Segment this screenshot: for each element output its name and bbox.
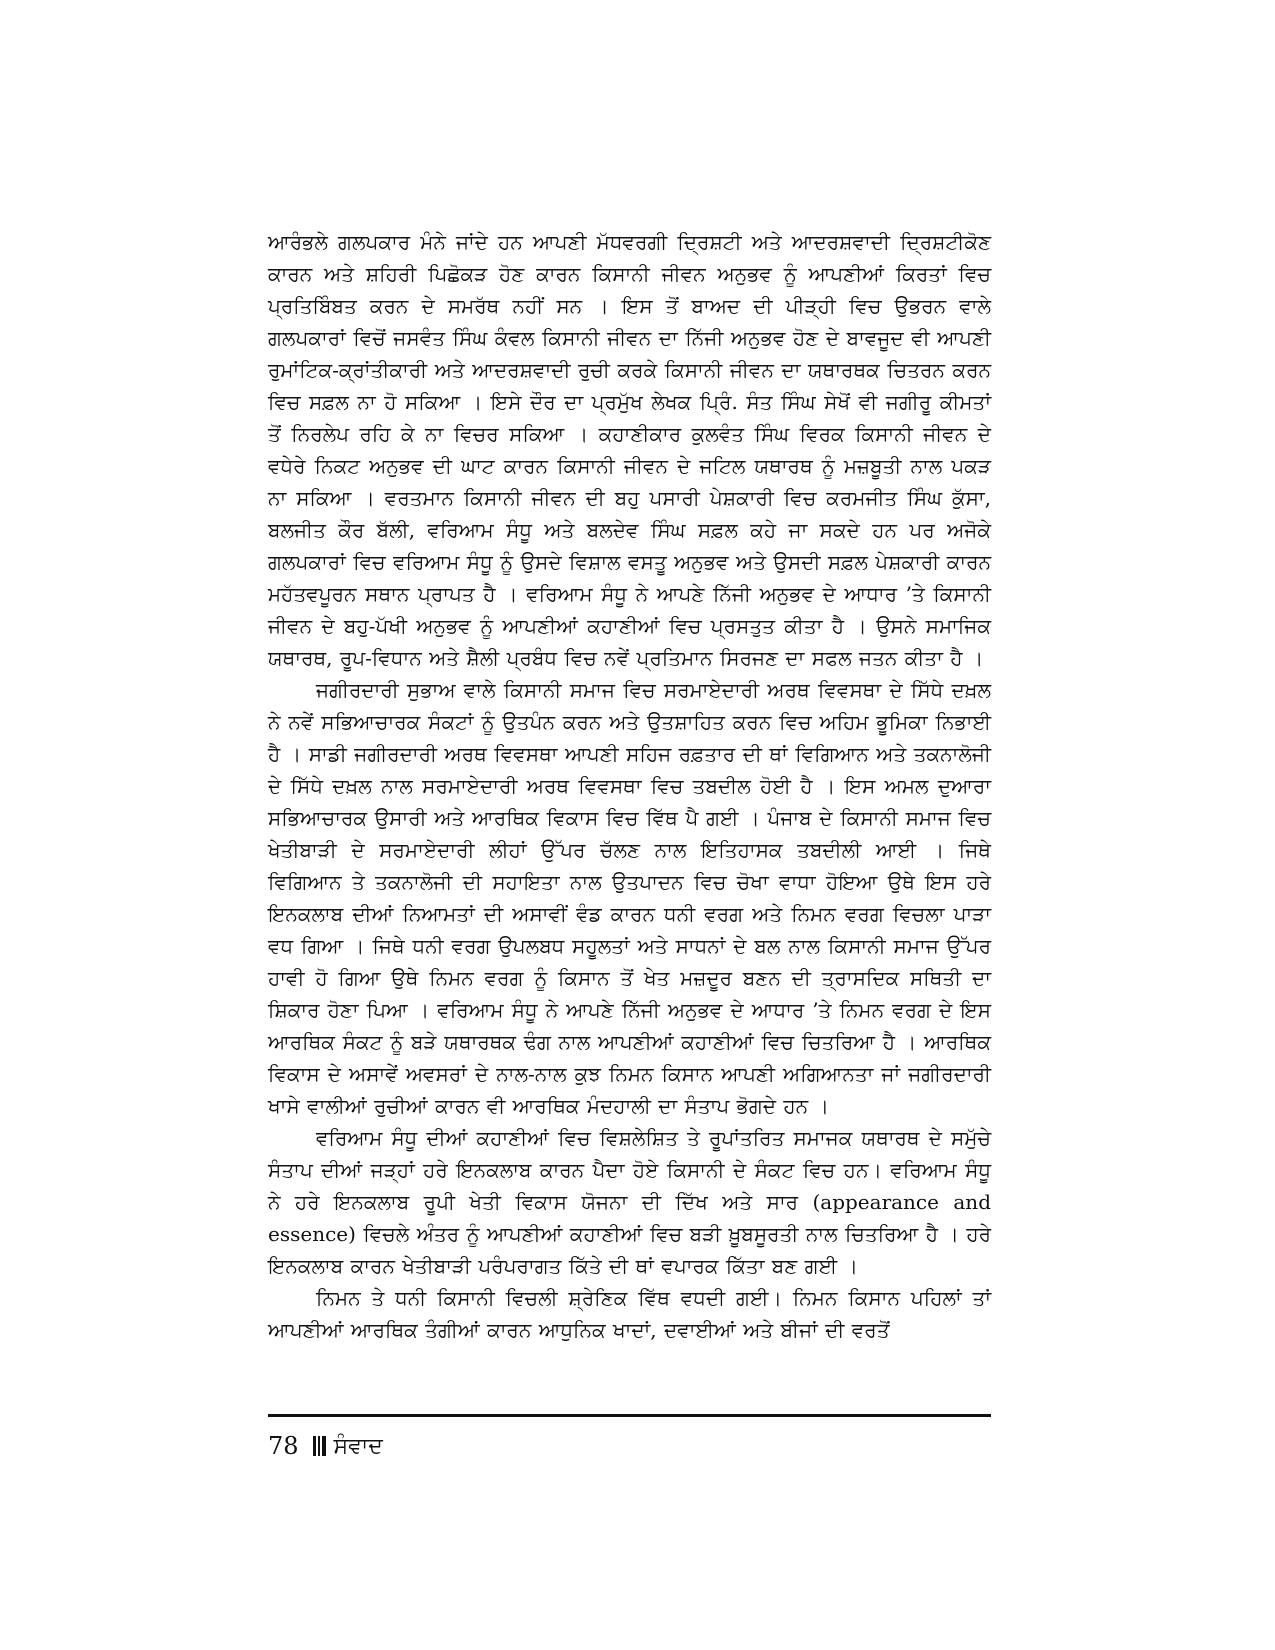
paragraph-2: ਜਗੀਰਦਾਰੀ ਸੁਭਾਅ ਵਾਲੇ ਕਿਸਾਨੀ ਸਮਾਜ ਵਿਚ ਸਰਮਾਏਦਾਰੀ ਅਰਥ ਵਿਵਸਥਾ ਦੇ ਸਿੱਧੇ ਦਖ਼ਲ ਨੇ ਨਵੇਂ ਸਭਿਆਚਾਰਕ ਸੰਕਟਾਂ ਨੂੰ ਉਤਪੰਨ ਕਰਨ ਅਤੇ ਉਤਸ਼ਾਹਿਤ ਕਰਨ ਵਿਚ ਅਹਿਮ ਭੂਮਿਕਾ ਨਿਭਾਈ ਹੈ । ਸਾਡੀ ਜਗੀਰਦਾਰੀ ਅਰਥ ਵਿਵਸਥਾ ਆਪਣੀ ਸਹਿਜ ਰਫ਼ਤਾਰ ਦੀ ਥਾਂ ਵਿਗਿਆਨ ਅਤੇ ਤਕਨਾਲੋਜੀ ਦੇ ਸਿੱਧੇ ਦਖ਼ਲ ਨਾਲ ਸਰਮਾਏਦਾਰੀ ਅਰਥ ਵਿਵਸਥਾ ਵਿਚ ਤਬਦੀਲ ਹੋਈ ਹੈ । ਇਸ ਅਮਲ ਦੁਆਰਾ ਸਭਿਆਚਾਰਕ ਉਸਾਰੀ ਅਤੇ ਆਰਥਿਕ ਵਿਕਾਸ ਵਿਚ ਵਿੱਥ ਪੈ ਗਈ । ਪੰਜਾਬ ਦੇ ਕਿਸਾਨੀ ਸਮਾਜ ਵਿਚ ਖੇਤੀਬਾੜੀ ਦੇ ਸਰਮਾਏਦਾਰੀ ਲੀਹਾਂ ਉੱਪਰ ਚੱਲਣ ਨਾਲ ਇਤਿਹਾਸਕ ਤਬਦੀਲੀ ਆਈ । ਜਿਥੇ ਵਿਗਿਆਨ ਤੇ ਤਕਨਾਲੋਜੀ ਦੀ ਸਹਾਇਤਾ ਨਾਲ ਉਤਪਾਦਨ ਵਿਚ ਚੋਖਾ ਵਾਧਾ ਹੋਇਆ ਉਥੇ ਇਸ ਹਰੇ ਇਨਕਲਾਬ ਦੀਆਂ ਨਿਆਮਤਾਂ ਦੀ ਅਸਾਵੀਂ ਵੰਡ ਕਾਰਨ ਧਨੀ ਵਰਗ ਅਤੇ ਨਿਮਨ ਵਰਗ ਵਿਚਲਾ ਪਾੜਾ ਵਧ ਗਿਆ । ਜਿਥੇ ਧਨੀ ਵਰਗ ਉਪਲਬਧ ਸਹੂਲਤਾਂ ਅਤੇ ਸਾਧਨਾਂ ਦੇ ਬਲ ਨਾਲ ਕਿਸਾਨੀ ਸਮਾਜ ਉੱਪਰ ਹਾਵੀ ਹੋ ਗਿਆ ਉਥੇ ਨਿਮਨ ਵਰਗ ਨੂੰ ਕਿਸਾਨ ਤੋਂ ਖੇਤ ਮਜ਼ਦੂਰ ਬਣਨ ਦੀ ਤ੍ਰਾਸਦਿਕ ਸਥਿਤੀ ਦਾ ਸ਼ਿਕਾਰ ਹੋਣਾ ਪਿਆ । ਵਰਿਆਮ ਸੰਧੂ ਨੇ ਆਪਣੇ ਨਿੱਜੀ ਅਨੁਭਵ ਦੇ ਆਧਾਰ ’ਤੇ ਨਿਮਨ ਵਰਗ ਦੇ ਇਸ ਆਰਥਿਕ ਸੰਕਟ ਨੂੰ ਬੜੇ ਯਥਾਰਥਕ ਢੰਗ ਨਾਲ ਆਪਣੀਆਂ ਕਹਾਣੀਆਂ ਵਿਚ ਚਿਤਰਿਆ ਹੈ । ਆਰਥਿਕ ਵਿਕਾਸ ਦੇ ਅਸਾਵੇਂ ਅਵਸਰਾਂ ਦੇ ਨਾਲ-ਨਾਲ ਕੁਝ ਨਿਮਨ ਕਿਸਾਨ ਆਪਣੀ ਅਗਿਆਨਤਾ ਜਾਂ ਜਗੀਰਦਾਰੀ ਖਾਸੇ ਵਾਲੀਆਂ ਰੁਚੀਆਂ ਕਾਰਨ ਵੀ ਆਰਥਿਕ ਮੰਦਹਾਲੀ ਦਾ ਸੰਤਾਪ ਭੋਗਦੇ ਹਨ । bbox=[268, 678, 991, 1118]
footer-divider bbox=[268, 1414, 991, 1417]
page-number: 78 bbox=[268, 1432, 299, 1460]
paragraph-3: ਵਰਿਆਮ ਸੰਧੂ ਦੀਆਂ ਕਹਾਣੀਆਂ ਵਿਚ ਵਿਸ਼ਲੇਸ਼ਿਤ ਤੇ ਰੂਪਾਂਤਰਿਤ ਸਮਾਜਕ ਯਥਾਰਥ ਦੇ ਸਮੁੱਚੇ ਸੰਤਾਪ ਦੀਆਂ ਜੜ੍ਹਾਂ ਹਰੇ ਇਨਕਲਾਬ ਕਾਰਨ ਪੈਦਾ ਹੋਏ ਕਿਸਾਨੀ ਦੇ ਸੰਕਟ ਵਿਚ ਹਨ। ਵਰਿਆਮ ਸੰਧੂ ਨੇ ਹਰੇ ਇਨਕਲਾਬ ਰੂਪੀ ਖੇਤੀ ਵਿਕਾਸ ਯੋਜਨਾ ਦੀ ਦਿੱਖ ਅਤੇ ਸਾਰ (appearance and essence) ਵਿਚਲੇ ਅੰਤਰ ਨੂੰ ਆਪਣੀਆਂ ਕਹਾਣੀਆਂ ਵਿਚ ਬੜੀ ਖ਼ੂਬਸੂਰਤੀ ਨਾਲ ਚਿਤਰਿਆ ਹੈ । ਹਰੇ ਇਨਕਲਾਬ ਕਾਰਨ ਖੇਤੀਬਾੜੀ ਪਰੰਪਰਾਗਤ ਕਿੱਤੇ ਦੀ ਥਾਂ ਵਪਾਰਕ ਕਿੱਤਾ ਬਣ ਗਈ । bbox=[268, 1126, 991, 1278]
paragraph-4: ਨਿਮਨ ਤੇ ਧਨੀ ਕਿਸਾਨੀ ਵਿਚਲੀ ਸ਼੍ਰੇਣਿਕ ਵਿੱਥ ਵਧਦੀ ਗਈ। ਨਿਮਨ ਕਿਸਾਨ ਪਹਿਲਾਂ ਤਾਂ ਆਪਣੀਆਂ ਆਰਥਿਕ ਤੰਗੀਆਂ ਕਾਰਨ ਆਧੁਨਿਕ ਖਾਦਾਂ, ਦਵਾਈਆਂ ਅਤੇ ਬੀਜਾਂ ਦੀ ਵਰਤੋਂ bbox=[268, 1286, 991, 1342]
paragraph-1: ਆਰੰਭਲੇ ਗਲਪਕਾਰ ਮੰਨੇ ਜਾਂਦੇ ਹਨ ਆਪਣੀ ਮੱਧਵਰਗੀ ਦ੍ਰਿਸ਼ਟੀ ਅਤੇ ਆਦਰਸ਼ਵਾਦੀ ਦ੍ਰਿਸ਼ਟੀਕੋਣ ਕਾਰਨ ਅਤੇ ਸ਼ਹਿਰੀ ਪਿਛੋਕੜ ਹੋਣ ਕਾਰਨ ਕਿਸਾਨੀ ਜੀਵਨ ਅਨੁਭਵ ਨੂੰ ਆਪਣੀਆਂ ਕਿਰਤਾਂ ਵਿਚ ਪ੍ਰਤਿਬਿੰਬਤ ਕਰਨ ਦੇ ਸਮਰੱਥ ਨਹੀਂ ਸਨ । ਇਸ ਤੋਂ ਬਾਅਦ ਦੀ ਪੀੜ੍ਹੀ ਵਿਚ ਉਭਰਨ ਵਾਲੇ ਗਲਪਕਾਰਾਂ ਵਿਚੋਂ ਜਸਵੰਤ ਸਿੰਘ ਕੰਵਲ ਕਿਸਾਨੀ ਜੀਵਨ ਦਾ ਨਿੱਜੀ ਅਨੁਭਵ ਹੋਣ ਦੇ ਬਾਵਜੂਦ ਵੀ ਆਪਣੀ ਰੁਮਾਂਟਿਕ-ਕ੍ਰਾਂਤੀਕਾਰੀ ਅਤੇ ਆਦਰਸ਼ਵਾਦੀ ਰੁਚੀ ਕਰਕੇ ਕਿਸਾਨੀ ਜੀਵਨ ਦਾ ਯਥਾਰਥਕ ਚਿਤਰਨ ਕਰਨ ਵਿਚ ਸਫ਼ਲ ਨਾ ਹੋ ਸਕਿਆ । ਇਸੇ ਦੌਰ ਦਾ ਪ੍ਰਮੁੱਖ ਲੇਖਕ ਪ੍ਰਿੰ. ਸੰਤ ਸਿੰਘ ਸੇਖੋਂ ਵੀ ਜਗੀਰੂ ਕੀਮਤਾਂ ਤੋਂ ਨਿਰਲੇਪ ਰਹਿ ਕੇ ਨਾ ਵਿਚਰ ਸਕਿਆ । ਕਹਾਣੀਕਾਰ ਕੁਲਵੰਤ ਸਿੰਘ ਵਿਰਕ ਕਿਸਾਨੀ ਜੀਵਨ ਦੇ ਵਧੇਰੇ ਨਿਕਟ ਅਨੁਭਵ ਦੀ ਘਾਟ ਕਾਰਨ ਕਿਸਾਨੀ ਜੀਵਨ ਦੇ ਜਟਿਲ ਯਥਾਰਥ ਨੂੰ ਮਜ਼ਬੂਤੀ ਨਾਲ ਪਕੜ ਨਾ ਸਕਿਆ । ਵਰਤਮਾਨ ਕਿਸਾਨੀ ਜੀਵਨ ਦੀ ਬਹੁ ਪਸਾਰੀ ਪੇਸ਼ਕਾਰੀ ਵਿਚ ਕਰਮਜੀਤ ਸਿੰਘ ਕੁੱਸਾ, ਬਲਜੀਤ ਕੌਰ ਬੱਲੀ, ਵਰਿਆਮ ਸੰਧੂ ਅਤੇ ਬਲਦੇਵ ਸਿੰਘ ਸਫ਼ਲ ਕਹੇ ਜਾ ਸਕਦੇ ਹਨ ਪਰ ਅਜੋਕੇ ਗਲਪਕਾਰਾਂ ਵਿਚ ਵਰਿਆਮ ਸੰਧੂ ਨੂੰ ਉਸਦੇ ਵਿਸ਼ਾਲ ਵਸਤੂ ਅਨੁਭਵ ਅਤੇ ਉਸਦੀ ਸਫ਼ਲ ਪੇਸ਼ਕਾਰੀ ਕਾਰਨ ਮਹੱਤਵਪੂਰਨ ਸਥਾਨ ਪ੍ਰਾਪਤ ਹੈ । ਵਰਿਆਮ ਸੰਧੂ ਨੇ ਆਪਣੇ ਨਿੱਜੀ ਅਨੁਭਵ ਦੇ ਆਧਾਰ ’ਤੇ ਕਿਸਾਨੀ ਜੀਵਨ ਦੇ ਬਹੁ-ਪੱਖੀ ਅਨੁਭਵ ਨੂੰ ਆਪਣੀਆਂ ਕਹਾਣੀਆਂ ਵਿਚ ਪ੍ਰਸਤੁਤ ਕੀਤਾ ਹੈ । ਉਸਨੇ ਸਮਾਜਿਕ ਯਥਾਰਥ, ਰੂਪ-ਵਿਧਾਨ ਅਤੇ ਸ਼ੈਲੀ ਪ੍ਰਬੰਧ ਵਿਚ ਨਵੇਂ ਪ੍ਰਤਿਮਾਨ ਸਿਰਜਣ ਦਾ ਸਫਲ ਜਤਨ ਕੀਤਾ ਹੈ । bbox=[268, 230, 991, 670]
journal-name: ਸੰਵਾਦ bbox=[333, 1433, 383, 1459]
article-body bbox=[268, 226, 991, 1346]
page-footer bbox=[268, 1428, 383, 1464]
bars-icon bbox=[313, 1436, 328, 1456]
